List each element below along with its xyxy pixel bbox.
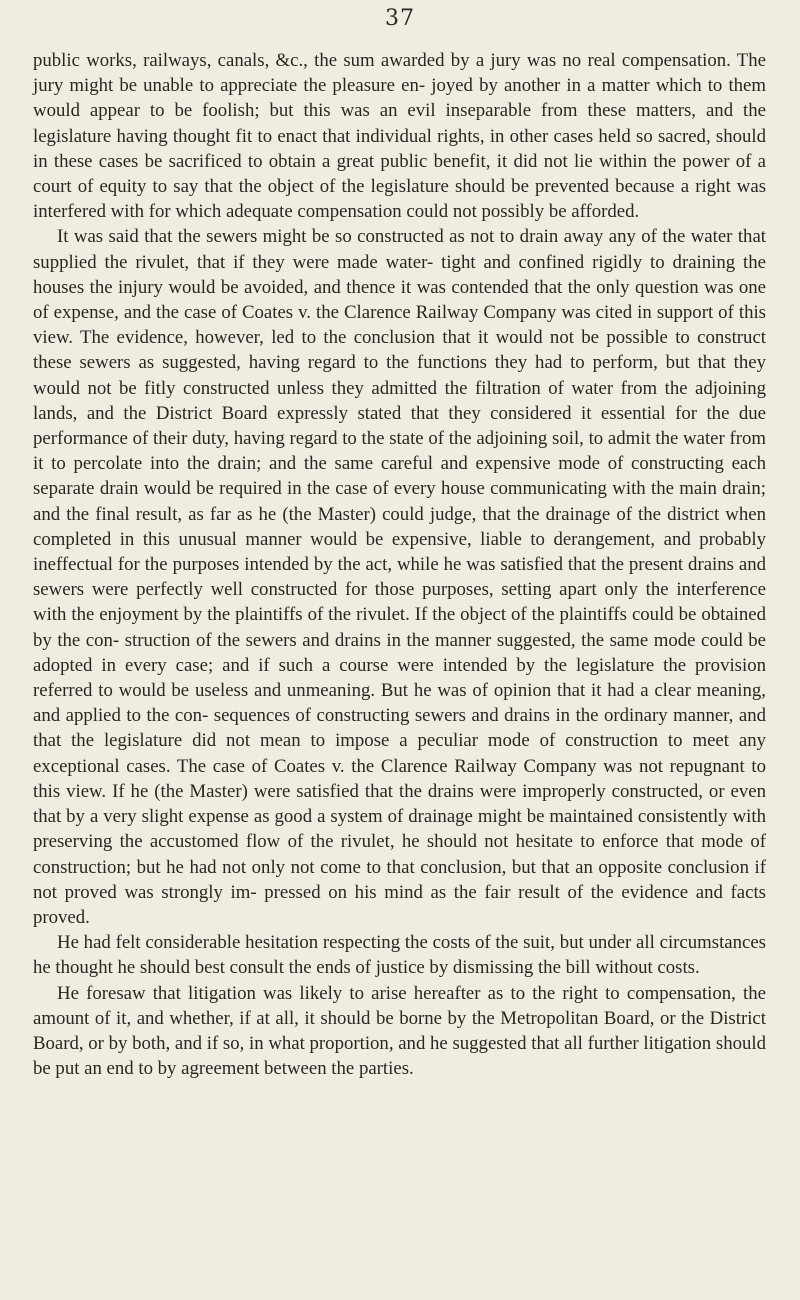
paragraph-1: public works, railways, canals, &c., the sum awarded by a jury was no real compensation. The jury might be unable to appreciate the pleasure en- joyed by another in a matter which to them would appear to be foolish; but this was an evil inseparable from these matters, and the legislature having thought fit to enact that individual rights, in other cases held so sacred, should in these cases be sacrificed to obtain a great public benefit, it did not lie within the power of a court of equity to say that the object of the legislature should be prevented because a right was interfered with for which adequate compensation could not possibly be afforded. xyxy=(33,50,766,223)
body-text xyxy=(33,48,766,1081)
page-number: 37 xyxy=(385,6,415,31)
paragraph-4: He foresaw that litigation was likely to arise hereafter as to the right to compensation, the amount of it, and whether, if at all, it should be borne by the Metropolitan Board, or the District Board, or by both, and if so, in what proportion, and he suggested that all further litigation should be put an end to by agreement between the parties. xyxy=(33,982,766,1080)
paragraph-3: He had felt considerable hesitation respecting the costs of the suit, but under all circumstances he thought he should best consult the ends of justice by dismissing the bill without costs. xyxy=(33,932,766,979)
paragraph-2: It was said that the sewers might be so constructed as not to drain away any of the water that supplied the rivulet, that if they were made water- tight and confined rigidly to draining the houses the injury would be avoided, and thence it was contended that the only question was one of expense, and the case of Coates v. the Clarence Railway Company was cited in support of this view. The evidence, however, led to the conclusion that it would not be possible to construct these sewers as suggested, having regard to the functions they had to perform, but that they would not be fitly constructed unless they admitted the filtration of water from the adjoining lands, and the District Board expressly stated that they considered it essential for the due performance of their duty, having regard to the state of the adjoining soil, to admit the water from it to percolate into the drain; and the same careful and expensive mode of constructing each separate drain would be required in the case of every house communicating with the main drain; and the final result, as far as he (the Master) could judge, that the drainage of the district when completed in this unusual manner would be expensive, liable to derangement, and probably ineffectual for the purposes intended by the act, while he was satisfied that the present drains and sewers were perfectly well constructed for those purposes, setting apart only the interference with the enjoyment by the plaintiffs of the rivulet. If the object of the plaintiffs could be obtained by the con- struction of the sewers and drains in the manner suggested, the same mode could be adopted in every case; and if such a course were intended by the legislature the provision referred to would be useless and unmeaning. But he was of opinion that it had a clear meaning, and applied to the con- sequences of constructing sewers and drains in the ordinary manner, and that the legislature did not mean to impose a peculiar mode of construction to meet any exceptional cases. The case of Coates v. the Clarence Railway Company was not repugnant to this view. If he (the Master) were satisfied that the drains were improperly constructed, or even that by a very slight expense as good a system of drainage might be maintained consistently with preserving the accustomed flow of the rivulet, he should not hesitate to enforce that mode of construction; but he had not only not come to that conclusion, but that an opposite conclusion if not proved was strongly im- pressed on his mind as the fair result of the evidence and facts proved. xyxy=(33,226,766,928)
